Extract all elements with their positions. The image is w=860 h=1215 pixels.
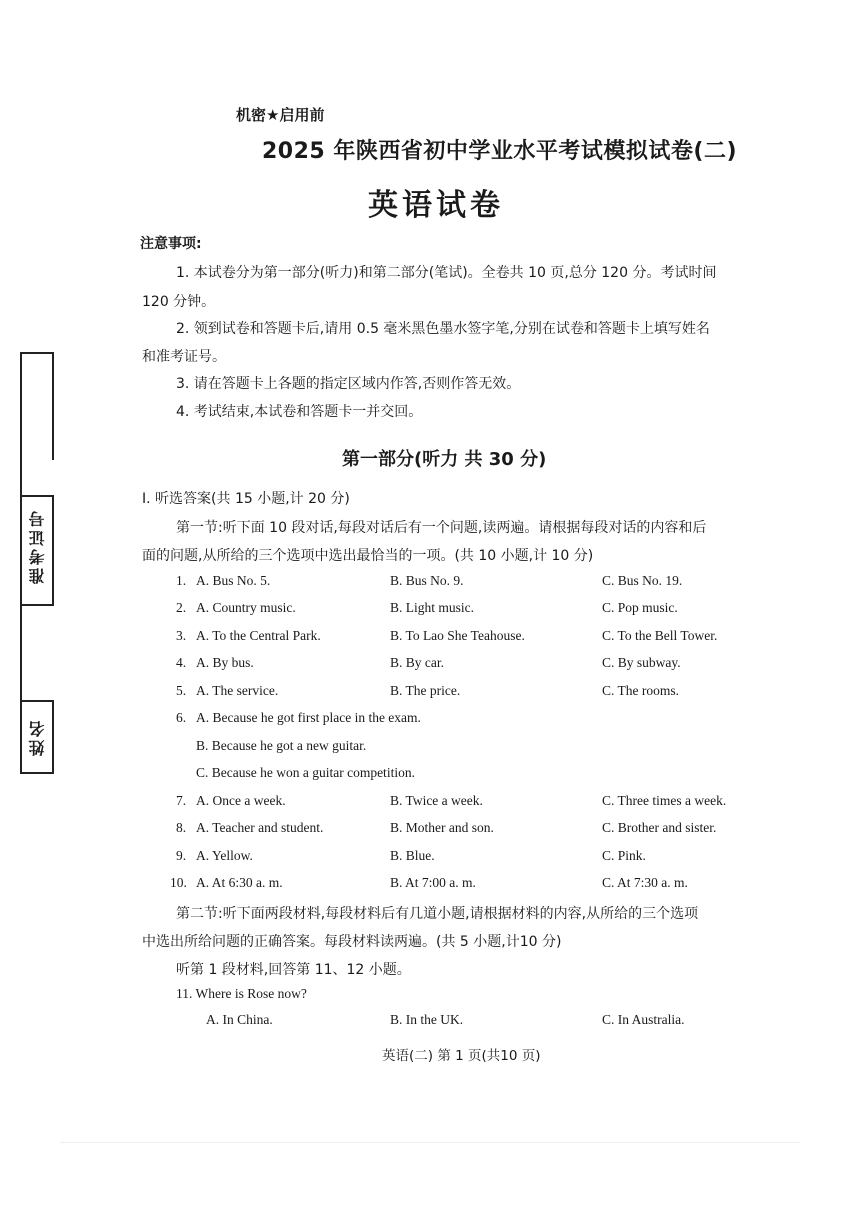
question-stem: 11. Where is Rose now? [176, 986, 307, 1001]
scan-edge-line [60, 1142, 800, 1143]
name-label: 姓名 [28, 718, 47, 756]
exam-number-label: 准考证号 [28, 508, 47, 584]
option-a: A. To the Central Park. [196, 628, 321, 643]
instruction-line: 第一节:听下面 10 段对话,每段对话后有一个问题,读两遍。请根据每段对话的内容和后 [176, 520, 707, 536]
question-number: 1. [176, 573, 187, 588]
option-b: B. Bus No. 9. [390, 573, 464, 588]
material-instruction: 听第 1 段材料,回答第 11、12 小题。 [176, 962, 411, 978]
option-c: C. At 7:30 a. m. [602, 875, 688, 890]
instruction-line: 面的问题,从所给的三个选项中选出最恰当的一项。(共 10 小题,计 10 分) [142, 548, 594, 564]
instruction-line: 第二节:听下面两段材料,每段材料后有几道小题,请根据材料的内容,从所给的三个选项 [176, 906, 699, 922]
option-a: A. Country music. [196, 600, 296, 615]
side-line-mid [52, 495, 54, 605]
question-number: 6. [176, 710, 187, 725]
option-b: B. Light music. [390, 600, 474, 615]
question-number: 2. [176, 600, 187, 615]
option-b: B. The price. [390, 683, 461, 698]
option-b: B. In the UK. [390, 1012, 464, 1027]
notes-line: 和准考证号。 [142, 349, 226, 365]
option-b: B. Blue. [390, 848, 435, 863]
side-divider [20, 495, 54, 497]
side-line-top [52, 352, 54, 460]
option-a: A. The service. [196, 683, 279, 698]
option-c: C. The rooms. [602, 683, 679, 698]
option-c: C. Bus No. 19. [602, 573, 683, 588]
option-a: A. By bus. [196, 655, 254, 670]
question-number: 3. [176, 628, 187, 643]
option-b: B. To Lao She Teahouse. [390, 628, 525, 643]
option-c: C. Pop music. [602, 600, 678, 615]
option-a: A. Bus No. 5. [196, 573, 271, 588]
option-a: A. Teacher and student. [196, 820, 324, 835]
section-title: Ⅰ. 听选答案(共 15 小题,计 20 分) [142, 491, 350, 507]
notes-line: 120 分钟。 [142, 294, 216, 310]
option-a: A. In China. [206, 1012, 273, 1027]
part-title: 第一部分(听力 共 30 分) [342, 449, 547, 470]
option-b: B. Twice a week. [390, 793, 483, 808]
exam-title: 2025 年陕西省初中学业水平考试模拟试卷(二) [262, 139, 738, 164]
option-a: A. Because he got first place in the exam. [196, 710, 421, 725]
option-c: C. To the Bell Tower. [602, 628, 718, 643]
question-number: 10. [170, 875, 187, 890]
side-line-bottom [52, 700, 54, 774]
question-number: 5. [176, 683, 187, 698]
option-c: C. In Australia. [602, 1012, 685, 1027]
question-number: 9. [176, 848, 187, 863]
confidential-mark: 机密★启用前 [236, 106, 325, 124]
option-b: B. Because he got a new guitar. [196, 738, 367, 753]
option-c: C. Brother and sister. [602, 820, 717, 835]
notes-heading: 注意事项: [140, 236, 202, 252]
notes-line: 2. 领到试卷和答题卡后,请用 0.5 毫米黑色墨水签字笔,分别在试卷和答题卡上填写姓名 [176, 321, 710, 337]
page-footer: 英语(二) 第 1 页(共10 页) [382, 1048, 541, 1064]
side-divider [20, 604, 54, 606]
notes-line: 3. 请在答题卡上各题的指定区域内作答,否则作答无效。 [176, 376, 521, 392]
option-c: C. By subway. [602, 655, 681, 670]
subject-title: 英语试卷 [368, 188, 504, 223]
option-c: C. Because he won a guitar competition. [196, 765, 415, 780]
notes-line: 4. 考试结束,本试卷和答题卡一并交回。 [176, 404, 423, 420]
notes-line: 1. 本试卷分为第一部分(听力)和第二部分(笔试)。全卷共 10 页,总分 120 分。考试时间 [176, 265, 717, 281]
option-b: B. At 7:00 a. m. [390, 875, 476, 890]
option-b: B. Mother and son. [390, 820, 494, 835]
option-a: A. Yellow. [196, 848, 253, 863]
option-a: A. At 6:30 a. m. [196, 875, 283, 890]
instruction-line: 中选出所给问题的正确答案。每段材料读两遍。(共 5 小题,计10 分) [142, 934, 562, 950]
question-number: 7. [176, 793, 187, 808]
question-number: 4. [176, 655, 187, 670]
option-c: C. Three times a week. [602, 793, 727, 808]
option-c: C. Pink. [602, 848, 646, 863]
question-number: 8. [176, 820, 187, 835]
option-a: A. Once a week. [196, 793, 286, 808]
option-b: B. By car. [390, 655, 444, 670]
side-divider [20, 700, 54, 702]
